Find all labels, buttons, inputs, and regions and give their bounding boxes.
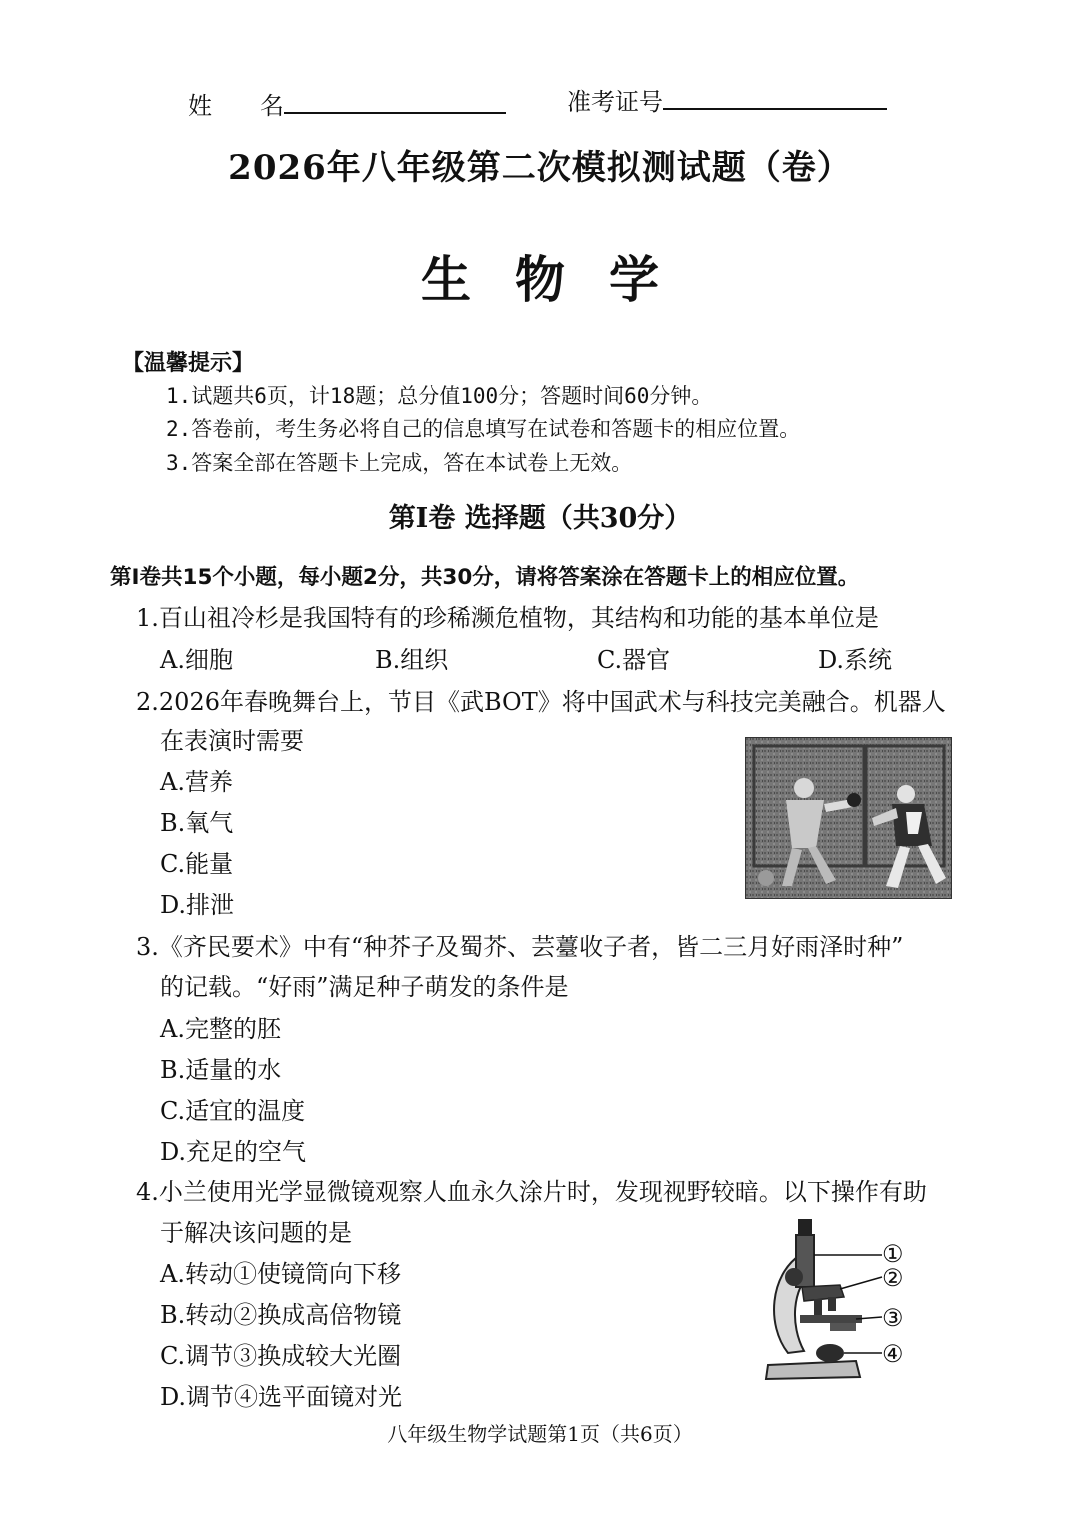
exam-number-blank-line xyxy=(663,107,887,110)
question-3-option-a: A.完整的胚 xyxy=(160,1015,281,1043)
section-heading: 第Ⅰ卷 选择题（共30分） xyxy=(388,503,692,534)
question-1-option-c: C.器官 xyxy=(597,646,671,674)
question-4-option-c: C.调节③换成较大光圈 xyxy=(160,1342,402,1370)
question-2-option-b: B.氧气 xyxy=(160,809,234,837)
question-2-option-a: A.营养 xyxy=(160,768,233,796)
page-footer: 八年级生物学试题第1页（共6页） xyxy=(387,1422,693,1446)
question-2-stem-line-2: 在表演时需要 xyxy=(160,727,304,755)
microscope-label-3: ③ xyxy=(882,1304,904,1332)
question-2-stem-line-1: 2.2026年春晚舞台上，节目《武BOT》将中国武术与科技完美融合。机器人 xyxy=(136,688,946,716)
robot-performance-photo xyxy=(745,737,952,899)
exam-number-label: 准考证号 xyxy=(567,88,663,116)
robot-performance-illustration xyxy=(746,738,951,898)
question-3-stem-line-1: 3.《齐民要术》中有“种芥子及蜀芥、芸薹收子者，皆二三月好雨泽时种” xyxy=(136,933,904,961)
question-4-stem-line-1: 4.小兰使用光学显微镜观察人血永久涂片时，发现视野较暗。以下操作有助 xyxy=(136,1178,927,1206)
tip-2: 2.答卷前，考生务必将自己的信息填写在试卷和答题卡的相应位置。 xyxy=(166,417,801,441)
microscope-label-1: ① xyxy=(882,1240,904,1268)
question-4-option-a: A.转动①使镜筒向下移 xyxy=(160,1260,401,1288)
question-1-option-a: A.细胞 xyxy=(160,646,233,674)
name-label: 姓 名 xyxy=(188,92,284,120)
name-field xyxy=(188,86,506,121)
question-4-option-b: B.转动②换成高倍物镜 xyxy=(160,1301,402,1329)
question-3-option-c: C.适宜的温度 xyxy=(160,1097,306,1125)
tips-heading: 【温馨提示】 xyxy=(122,351,255,376)
question-2-option-d: D.排泄 xyxy=(160,891,235,919)
question-3-option-d: D.充足的空气 xyxy=(160,1138,307,1166)
microscope-label-4: ④ xyxy=(882,1340,904,1368)
question-3-option-b: B.适量的水 xyxy=(160,1056,282,1084)
subject-title: 生物学 xyxy=(421,250,703,309)
question-1-option-d: D.系统 xyxy=(818,646,893,674)
question-1-option-b: B.组织 xyxy=(375,646,449,674)
exam-title: 2026年八年级第二次模拟测试题（卷） xyxy=(228,148,852,188)
tip-3: 3.答案全部在答题卡上完成，答在本试卷上无效。 xyxy=(166,451,633,475)
question-2-option-c: C.能量 xyxy=(160,850,234,878)
question-4-stem-line-2: 于解决该问题的是 xyxy=(160,1219,352,1247)
question-4-option-d: D.调节④选平面镜对光 xyxy=(160,1383,403,1411)
exam-number-field xyxy=(567,82,887,117)
tip-1: 1.试题共6页，计18题；总分值100分；答题时间60分钟。 xyxy=(166,384,713,408)
question-1-stem: 1.百山祖冷杉是我国特有的珍稀濒危植物，其结构和功能的基本单位是 xyxy=(136,604,879,632)
name-blank-line xyxy=(284,111,506,114)
question-3-stem-line-2: 的记载。“好雨”满足种子萌发的条件是 xyxy=(160,973,569,1001)
microscope-label-2: ② xyxy=(882,1264,904,1292)
section-instruction: 第Ⅰ卷共15个小题，每小题2分，共30分，请将答案涂在答题卡上的相应位置。 xyxy=(110,565,860,590)
